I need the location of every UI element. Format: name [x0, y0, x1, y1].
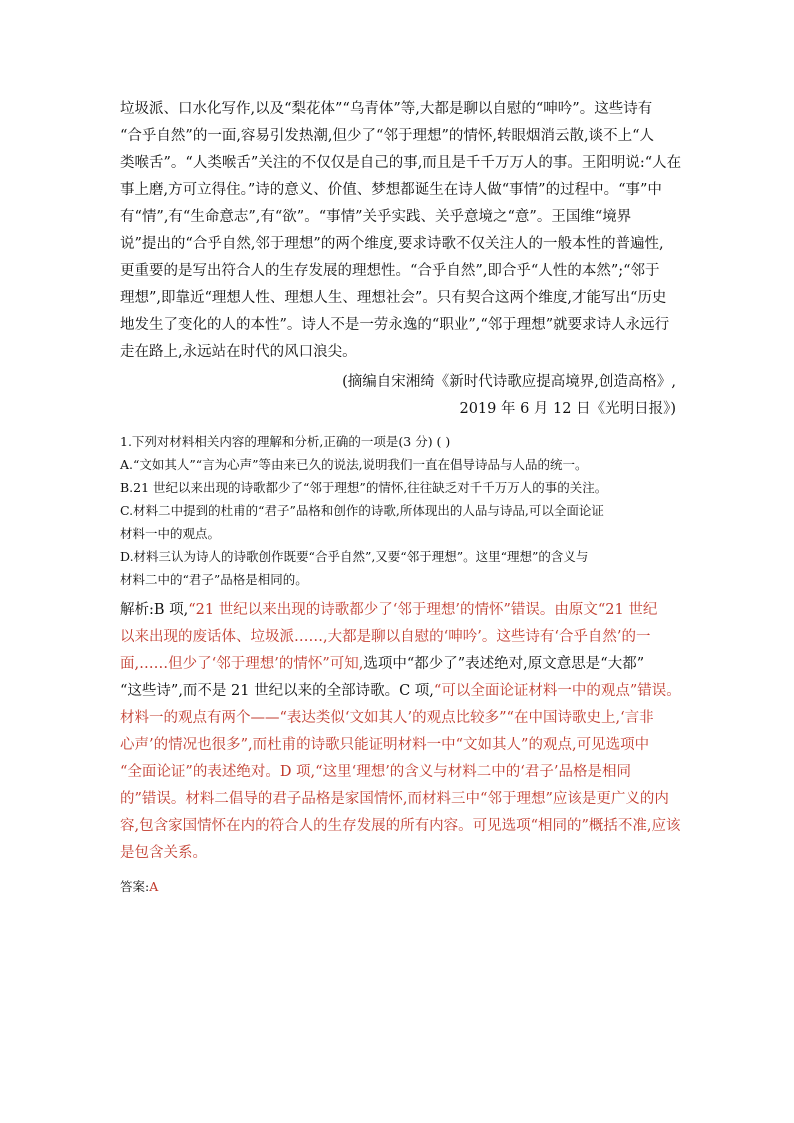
passage: [120, 96, 682, 366]
answer-value: A: [149, 879, 159, 894]
analysis-line: [120, 651, 676, 678]
analysis-line: 容,包含家国情怀在内的符合人的生存发展的所有内容。可见选项“相同的”概括不准,应该: [120, 818, 681, 834]
passage-line: 事上磨,方可立得住。”诗的意义、价值、梦想都诞生在诗人做“事情”的过程中。“事”中: [120, 182, 662, 198]
source-citation: [120, 369, 676, 423]
passage-line: 更重要的是写出符合人的生存发展的理想性。“合乎自然”,即合乎“人性的本然”;“邻于: [120, 263, 660, 279]
passage-line: “合乎自然”的一面,容易引发热潮,但少了“邻于理想”的情怀,转眼烟消云散,谈不上“人: [120, 128, 654, 144]
analysis-text-red: “21 世纪以来出现的诗歌都少了‘邻于理想’的情怀”错误。由原文“21 世纪: [188, 602, 658, 618]
passage-line: 走在路上,永远站在时代的风口浪尖。: [120, 344, 357, 360]
option-c: C.材料二中提到的杜甫的“君子”品格和创作的诗歌,所体现出的人品与诗品,可以全面论证: [120, 503, 604, 518]
analysis-text-red: 面,……: [120, 656, 169, 672]
analysis-text: “这些诗”,而不是 21 世纪以来的全部诗歌。C 项,: [120, 683, 434, 699]
answer-line: [120, 875, 676, 898]
analysis-text-red: 材料二倡导的君子品格是家国情怀,而材料三中“邻于理想”应该是更广义的内: [185, 791, 669, 807]
analysis-line: 是包含关系。: [120, 845, 207, 861]
source-line-2: 2019 年 6 月 12 日《光明日报》): [459, 401, 676, 417]
analysis-line: 以来出现的废话体、垃圾派……,大都是聊以自慰的‘呻吟’。这些诗有‘合乎自然’的一: [120, 629, 651, 645]
analysis-text-red: “这里‘理想’的含义与材料二中的‘君子’品格是相同: [315, 764, 632, 780]
analysis-text-red: “全面论证”的表述绝对。D 项,: [120, 764, 316, 780]
analysis-line: [120, 759, 676, 786]
option-a: A.“文如其人”“言为心声”等由来已久的说法,说明我们一直在倡导诗品与人品的统一。: [120, 457, 588, 472]
analysis-text-red: “可以全面论证材料一中的观点”错误。: [433, 683, 681, 699]
question-stem: 1.下列对材料相关内容的理解和分析,正确的一项是(3 分) ( ): [120, 434, 451, 449]
passage-line: 有“情”,有“生命意志”,有“欲”。“事情”关乎实践、关乎意境之“意”。王国维“境界: [120, 209, 632, 225]
analysis-label: 解析:B 项,: [120, 602, 189, 618]
passage-line: 地发生了变化的人的本性”。诗人不是一劳永逸的“职业”,“邻于理想”就要求诗人永远行: [120, 317, 670, 333]
analysis-block: [120, 597, 681, 867]
option-b: B.21 世纪以来出现的诗歌都少了“邻于理想”的情怀,往往缺乏对千千万万人的事的关注。: [120, 480, 608, 495]
question-block: [120, 430, 676, 591]
analysis-text: 选项中“都少了”表述绝对,原文意思是“大都”: [363, 656, 645, 672]
passage-line: 垃圾派、口水化写作,以及“梨花体”“乌青体”等,大都是聊以自慰的“呻吟”。这些诗有: [120, 101, 653, 117]
passage-line: 说”提出的“合乎自然,邻于理想”的两个维度,要求诗歌不仅关注人的一般本性的普遍性,: [120, 236, 664, 252]
analysis-line: 心声’的情况也很多”,而杜甫的诗歌只能证明材料一中“文如其人”的观点,可见选项中: [120, 737, 650, 753]
analysis-text-red: 的”错误。: [120, 791, 186, 807]
analysis-line: 材料一的观点有两个——“表达类似‘文如其人’的观点比较多”“在中国诗歌史上,‘言非: [120, 710, 654, 726]
option-c-continued: 材料一中的观点。: [120, 526, 221, 541]
page-content: [120, 96, 682, 898]
source-line-1: (摘编自宋湘绮《新时代诗歌应提高境界,创造高格》,: [342, 374, 676, 390]
analysis-line: [120, 597, 676, 624]
passage-line: 理想”,即靠近“理想人性、理想人生、理想社会”。只有契合这两个维度,才能写出“历史: [120, 290, 667, 306]
option-d: D.材料三认为诗人的诗歌创作既要“合乎自然”,又要“邻于理想”。这里“理想”的含义与: [120, 549, 589, 564]
analysis-line: [120, 786, 676, 813]
analysis-text-red: 但少了‘邻于理想’的情怀”可知,: [168, 656, 364, 672]
option-d-continued: 材料二中的“君子”品格是相同的。: [120, 572, 308, 587]
passage-line: 类喉舌”。“人类喉舌”关注的不仅仅是自己的事,而且是千千万万人的事。王阳明说:“人在: [120, 155, 682, 171]
analysis-line: [120, 678, 681, 705]
answer-label: 答案:: [120, 879, 150, 894]
